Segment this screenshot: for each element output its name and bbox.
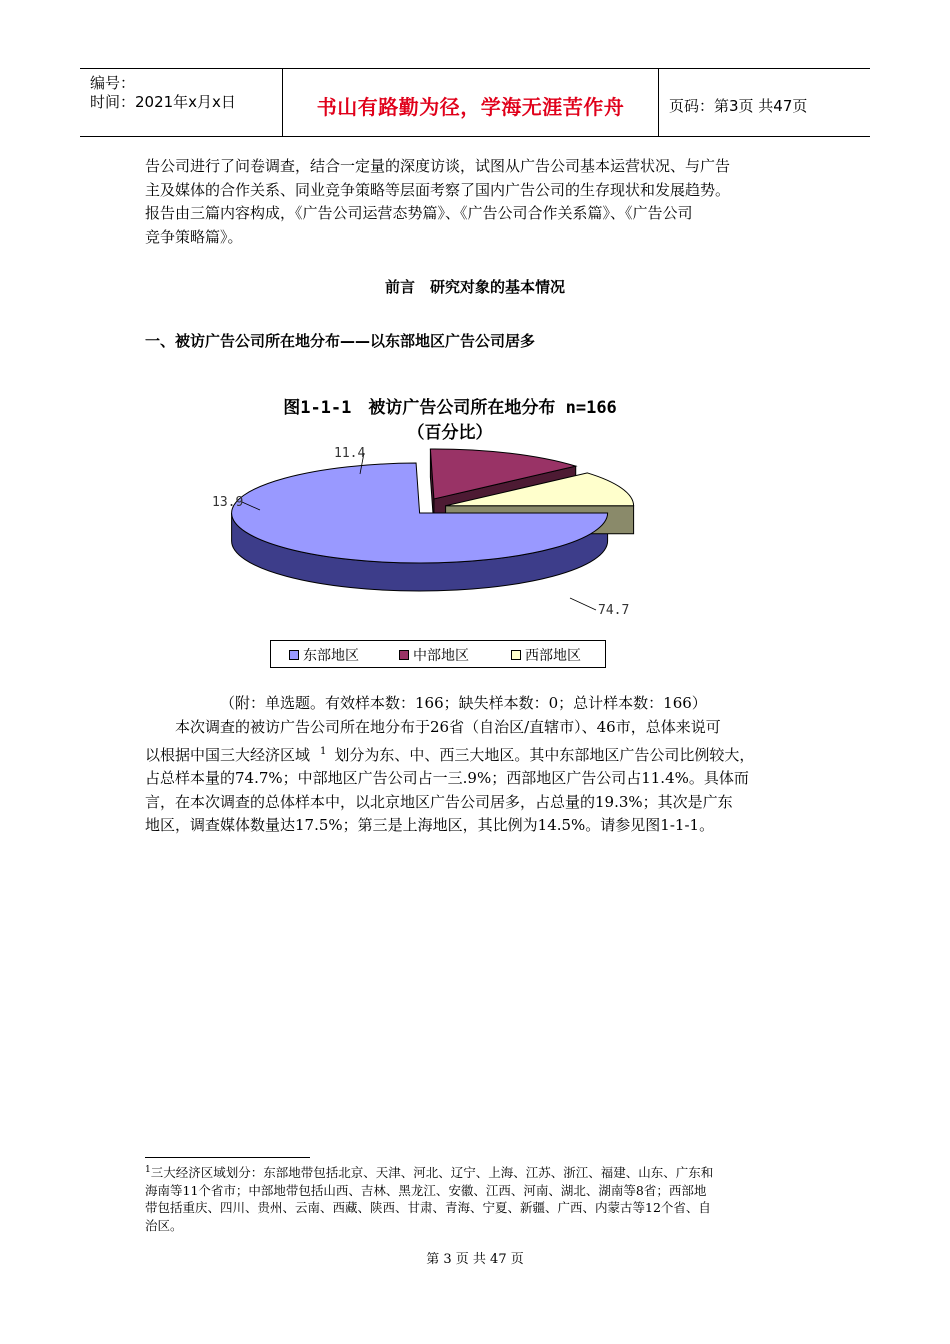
pie-chart xyxy=(200,440,660,630)
body-line-part: 划分为东、中、西三大地区。其中东部地区广告公司比例较大， xyxy=(334,745,755,764)
legend-swatch-west xyxy=(511,650,521,660)
section-title: 一、被访广告公司所在地分布——以东部地区广告公司居多 xyxy=(145,332,536,350)
footnote-line: 治区。 xyxy=(145,1217,183,1233)
footnote-mark: 1 xyxy=(145,1165,151,1175)
sample-note: （附：单选题。有效样本数：166；缺失样本数：0；总计样本数：166） xyxy=(220,694,707,712)
header-table xyxy=(80,68,870,137)
chart-title-block xyxy=(200,393,700,443)
body-line: 地区，调查媒体数量达17.5%；第三是上海地区，其比例为14.5%。请参见图1-1-1。 xyxy=(145,816,715,834)
legend-swatch-central xyxy=(399,650,409,660)
page-code: 页码：第3页 共47页 xyxy=(669,97,808,115)
preface-title: 前言 研究对象的基本情况 xyxy=(384,278,565,296)
chart-title: 图1-1-1 被访广告公司所在地分布 n=166 xyxy=(283,398,617,418)
legend-label-east: 东部地区 xyxy=(303,648,359,664)
body-line-part: 以根据中国三大经济区域 xyxy=(145,745,311,764)
pie-leader-east xyxy=(570,598,596,610)
intro-paragraph xyxy=(145,155,825,249)
intro-line: 告公司进行了问卷调查，结合一定量的深度访谈，试图从广告公司基本运营状况、与广告 xyxy=(145,157,731,175)
intro-line: 主及媒体的合作关系、同业竞争策略等层面考察了国内广告公司的生存现状和发展趋势。 xyxy=(145,180,731,199)
legend-label-central: 中部地区 xyxy=(413,648,469,664)
body-line: 本次调查的被访广告公司所在地分布于26省（自治区/直辖市）、46市，总体来说可 xyxy=(175,718,721,736)
footnote-divider xyxy=(145,1157,310,1158)
footnote-line: 海南等11个省市；中部地带包括山西、吉林、黑龙江、安徽、江西、河南、湖北、湖南等8省；西部地 xyxy=(145,1182,707,1198)
intro-line: 竞争策略篇》。 xyxy=(145,227,243,246)
intro-line: 报告由三篇内容构成，《广告公司运营态势篇》、《广告公司合作关系篇》、《广告公司 xyxy=(145,204,693,222)
footnote-line: 带包括重庆、四川、贵州、云南、西藏、陕西、甘肃、青海、宁夏、新疆、广西、内蒙古等12个省、自 xyxy=(145,1200,711,1216)
header-meta-cell xyxy=(80,69,283,136)
body-line xyxy=(145,740,835,768)
header-motto-cell xyxy=(283,69,659,136)
pie-value-label-central: 13.9 xyxy=(212,495,244,510)
footnote-line: $^1$三大经济区域划分：东部地带包括北京、天津、河北、辽宁、上海、江苏、浙江、福建、山东、广东和 xyxy=(145,1165,714,1181)
serial-label: 编号： xyxy=(90,74,136,92)
time-label: 时间：2021年x月x日 xyxy=(90,93,236,111)
legend-swatch-east xyxy=(289,650,299,660)
body-paragraph xyxy=(145,716,835,838)
pie-value-label-east: 74.7 xyxy=(598,603,630,618)
pie-value-label-west: 11.4 xyxy=(334,446,366,461)
footnote xyxy=(145,1162,805,1234)
chart-subtitle: （百分比） xyxy=(407,423,493,443)
header-page-cell xyxy=(659,69,870,136)
page-footer: 第 3 页 共 47 页 xyxy=(426,1252,524,1267)
legend-label-west: 西部地区 xyxy=(525,648,581,664)
body-line: 言，在本次调查的总体样本中，以北京地区广告公司居多，占总量的19.3%；其次是广东 xyxy=(145,792,733,811)
footnote-ref: 1 xyxy=(320,745,327,757)
motto-text: 书山有路勤为径，学海无涯苦作舟 xyxy=(316,95,625,119)
chart-legend xyxy=(270,640,606,668)
body-line: 占总样本量的74.7%；中部地区广告公司占一三.9%；西部地区广告公司占11.4%。具体而 xyxy=(145,769,749,787)
